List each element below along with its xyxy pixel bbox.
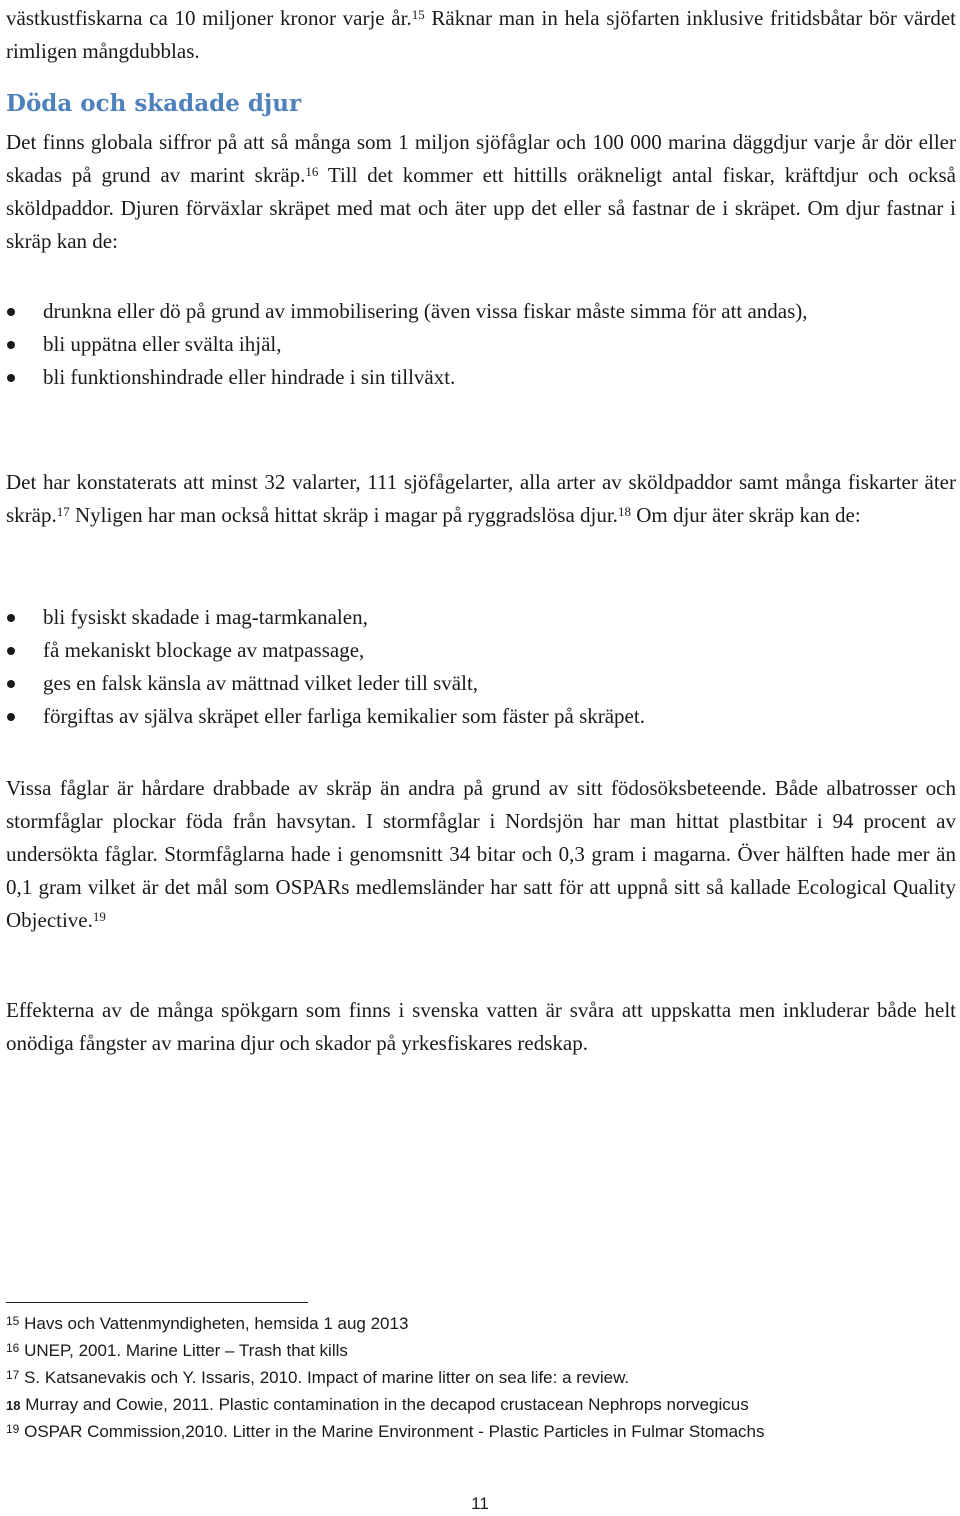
ingestion-effects-list [6, 601, 956, 733]
footnote: $^{17}$ S. Katsanevakis och Y. Issaris, 2010. Impact of marine litter on sea life: a review. [6, 1368, 630, 1387]
footnote-ref-18[interactable]: 18 [617, 504, 631, 519]
page-number: 11 [471, 1494, 489, 1513]
footnote-separator [6, 1302, 308, 1303]
footnote: $^{15}$ Havs och Vattenmyndigheten, hemsida 1 aug 2013 [6, 1314, 409, 1333]
intro-paragraph: Det finns globala siffror på att så många som 1 miljon sjöfåglar och 100 000 marina däggdjur varje år dör eller skadas på grund av marint skräp.$^{16}$ Till det kommer ett hittills oräkneligt antal fiskar, kräftdjur och också sköldpaddor. Djuren förväxlar skräpet med mat och äter upp det eller så fastnar de i skräpet. Om djur fastnar i skräp kan de: [6, 130, 956, 253]
footnote: $^{16}$ UNEP, 2001. Marine Litter – Trash that kills [6, 1341, 348, 1360]
footnote: 18 Murray and Cowie, 2011. Plastic contamination in the decapod crustacean Nephrops norvegicus [6, 1395, 749, 1414]
footnote-ref-15[interactable]: 15 [411, 7, 425, 22]
bullet-icon [7, 647, 15, 655]
list-item: få mekaniskt blockage av matpassage, [6, 634, 956, 667]
list-item: bli funktionshindrade eller hindrade i sin tillväxt. [6, 361, 956, 394]
bullet-icon [7, 341, 15, 349]
list-item: bli uppätna eller svälta ihjäl, [6, 328, 956, 361]
section-heading: Döda och skadade djur [6, 90, 302, 117]
bullet-icon [7, 680, 15, 688]
footnotes [6, 1310, 956, 1445]
top-paragraph: västkustfiskarna ca 10 miljoner kronor varje år.$^{15}$ Räknar man in hela sjöfarten inklusive fritidsbåtar bör värdet rimligen mångdubblas. [6, 6, 957, 63]
bullet-icon [7, 713, 15, 721]
ghostnets-paragraph: Effekterna av de många spökgarn som finns i svenska vatten är svåra att uppskatta men inkluderar både helt onödiga fångster av marina djur och skador på yrkesfiskares redskap. [6, 998, 956, 1055]
footnote-ref-16[interactable]: 16 [305, 164, 319, 179]
footnote-ref-17[interactable]: 17 [56, 504, 70, 519]
list-item: bli fysiskt skadade i mag-tarmkanalen, [6, 601, 956, 634]
species-paragraph: Det har konstaterats att minst 32 valarter, 111 sjöfågelarter, alla arter av sköldpaddor samt många fiskarter äter skräp.$^{17}$ Nyligen har man också hittat skräp i magar på ryggradslösa djur.$^{18}$ Om djur äter skräp kan de: [6, 470, 956, 527]
bullet-icon [7, 308, 15, 316]
list-item: ges en falsk känsla av mättnad vilket leder till svält, [6, 667, 956, 700]
bullet-icon [7, 614, 15, 622]
footnote-ref-19[interactable]: 19 [92, 909, 106, 924]
list-item: drunkna eller dö på grund av immobilisering (även vissa fiskar måste simma för att andas), [6, 295, 956, 328]
list-item: förgiftas av själva skräpet eller farliga kemikalier som fäster på skräpet. [6, 700, 956, 733]
footnote: $^{19}$ OSPAR Commission,2010. Litter in the Marine Environment - Plastic Particles in Fulmar Stomachs [6, 1422, 765, 1441]
entanglement-effects-list [6, 295, 956, 394]
birds-paragraph: Vissa fåglar är hårdare drabbade av skräp än andra på grund av sitt födosöksbeteende. Både albatrosser och stormfåglar plockar föda från havsytan. I stormfåglar i Nordsjön har man hittat plastbitar i 94 procent av undersökta fåglar. Stormfåglarna hade i genomsnitt 34 bitar och 0,3 gram i magarna. Över hälften hade mer än 0,1 gram vilket är det mål som OSPARs medlemsländer har satt för att uppnå sitt så kallade Ecological Quality Objective.$^{19}$ [6, 776, 956, 932]
bullet-icon [7, 374, 15, 382]
